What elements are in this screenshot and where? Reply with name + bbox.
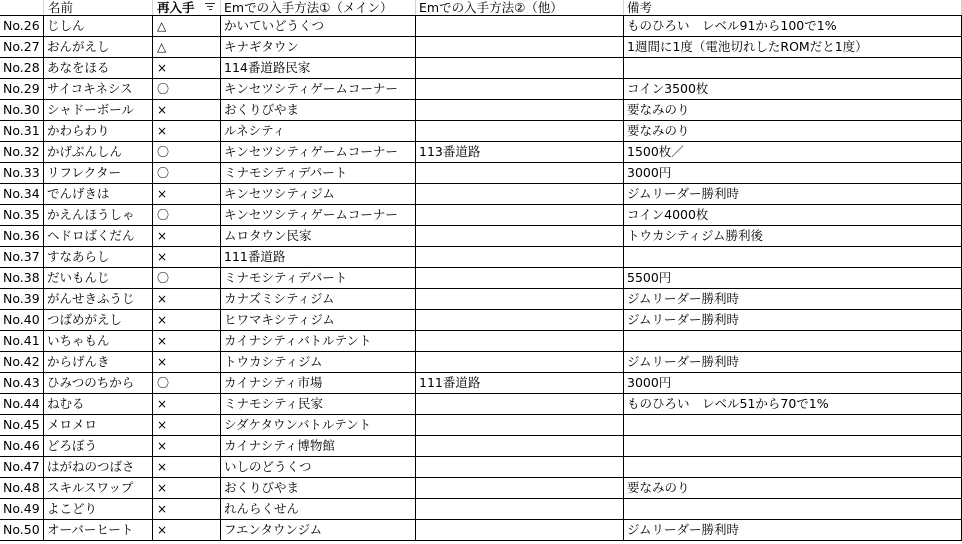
cell-method-main[interactable]: ムロタウン民家 bbox=[221, 226, 416, 246]
table-row bbox=[0, 331, 962, 352]
cell-method-other[interactable] bbox=[416, 268, 624, 288]
cell-number[interactable]: No.50 bbox=[0, 520, 44, 540]
cell-method-other[interactable] bbox=[416, 352, 624, 372]
cell-method-main[interactable]: ルネシティ bbox=[221, 121, 416, 141]
table-row bbox=[0, 226, 962, 247]
cell-reacquire[interactable]: × bbox=[153, 520, 221, 540]
cell-method-other[interactable] bbox=[416, 331, 624, 351]
table-row bbox=[0, 16, 962, 37]
header-cell-no[interactable] bbox=[0, 0, 44, 15]
cell-method-other[interactable] bbox=[416, 415, 624, 435]
cell-method-main[interactable]: おくりびやま bbox=[221, 100, 416, 120]
cell-method-other[interactable] bbox=[416, 205, 624, 225]
cell-method-main[interactable]: キンセツシティゲームコーナー bbox=[221, 79, 416, 99]
cell-method-other[interactable] bbox=[416, 121, 624, 141]
header-cell-reacquire[interactable] bbox=[153, 0, 221, 15]
cell-method-main[interactable]: カイナシティバトルテント bbox=[221, 331, 416, 351]
table-row bbox=[0, 478, 962, 499]
cell-number[interactable]: No.39 bbox=[0, 289, 44, 309]
cell-number[interactable]: No.30 bbox=[0, 100, 44, 120]
table-row bbox=[0, 184, 962, 205]
cell-name[interactable]: いちゃもん bbox=[44, 331, 153, 351]
cell-reacquire[interactable]: 〇 bbox=[153, 373, 221, 393]
cell-name[interactable]: サイコキネシス bbox=[44, 79, 153, 99]
cell-number[interactable]: No.49 bbox=[0, 499, 44, 519]
cell-notes[interactable]: ジムリーダー勝利時 bbox=[624, 520, 962, 540]
cell-notes[interactable]: 要なみのり bbox=[624, 478, 962, 498]
cell-method-other[interactable] bbox=[416, 394, 624, 414]
cell-notes[interactable] bbox=[624, 436, 962, 456]
cell-method-other[interactable] bbox=[416, 79, 624, 99]
cell-reacquire[interactable]: × bbox=[153, 247, 221, 267]
cell-reacquire[interactable]: × bbox=[153, 58, 221, 78]
table-row bbox=[0, 100, 962, 121]
cell-number[interactable]: No.38 bbox=[0, 268, 44, 288]
cell-name[interactable]: だいもんじ bbox=[44, 268, 153, 288]
cell-reacquire[interactable]: × bbox=[153, 121, 221, 141]
table-row bbox=[0, 268, 962, 289]
cell-notes[interactable]: 要なみのり bbox=[624, 121, 962, 141]
cell-method-other[interactable]: 111番道路 bbox=[416, 373, 624, 393]
table-row bbox=[0, 310, 962, 331]
cell-reacquire[interactable]: × bbox=[153, 352, 221, 372]
cell-notes[interactable]: トウカシティジム勝利後 bbox=[624, 226, 962, 246]
table-row bbox=[0, 289, 962, 310]
cell-name[interactable]: ねむる bbox=[44, 394, 153, 414]
table-row bbox=[0, 121, 962, 142]
cell-method-other[interactable] bbox=[416, 289, 624, 309]
cell-reacquire[interactable]: × bbox=[153, 394, 221, 414]
cell-notes[interactable] bbox=[624, 415, 962, 435]
cell-name[interactable]: よこどり bbox=[44, 499, 153, 519]
cell-reacquire[interactable]: 〇 bbox=[153, 79, 221, 99]
table-row bbox=[0, 373, 962, 394]
cell-method-main[interactable]: ミナモシティデパート bbox=[221, 268, 416, 288]
table-row bbox=[0, 436, 962, 457]
table-row bbox=[0, 142, 962, 163]
cell-name[interactable]: あなをほる bbox=[44, 58, 153, 78]
cell-number[interactable]: No.41 bbox=[0, 331, 44, 351]
header-cell-method-other[interactable]: Emでの入手方法②（他） bbox=[416, 0, 624, 15]
cell-number[interactable]: No.27 bbox=[0, 37, 44, 57]
cell-name[interactable]: はがねのつばさ bbox=[44, 457, 153, 477]
cell-number[interactable]: No.45 bbox=[0, 415, 44, 435]
cell-notes[interactable]: 要なみのり bbox=[624, 100, 962, 120]
cell-reacquire[interactable]: × bbox=[153, 289, 221, 309]
cell-reacquire[interactable]: 〇 bbox=[153, 205, 221, 225]
cell-notes[interactable] bbox=[624, 247, 962, 267]
cell-notes[interactable]: ものひろい レベル51から70で1% bbox=[624, 394, 962, 414]
cell-number[interactable]: No.34 bbox=[0, 184, 44, 204]
cell-reacquire[interactable]: 〇 bbox=[153, 163, 221, 183]
cell-notes[interactable]: ものひろい レベル91から100で1% bbox=[624, 16, 962, 36]
cell-reacquire[interactable]: × bbox=[153, 310, 221, 330]
table-row bbox=[0, 37, 962, 58]
table-row bbox=[0, 58, 962, 79]
cell-method-other[interactable] bbox=[416, 100, 624, 120]
cell-number[interactable]: No.32 bbox=[0, 142, 44, 162]
cell-notes[interactable]: ジムリーダー勝利時 bbox=[624, 310, 962, 330]
cell-notes[interactable]: コイン3500枚 bbox=[624, 79, 962, 99]
cell-name[interactable]: おんがえし bbox=[44, 37, 153, 57]
cell-method-other[interactable]: 113番道路 bbox=[416, 142, 624, 162]
header-cell-notes[interactable]: 備考 bbox=[624, 0, 962, 15]
cell-reacquire[interactable]: × bbox=[153, 499, 221, 519]
cell-notes[interactable] bbox=[624, 457, 962, 477]
cell-reacquire[interactable]: × bbox=[153, 415, 221, 435]
cell-reacquire[interactable]: × bbox=[153, 478, 221, 498]
cell-reacquire[interactable]: × bbox=[153, 331, 221, 351]
cell-reacquire[interactable]: 〇 bbox=[153, 268, 221, 288]
cell-method-other[interactable] bbox=[416, 226, 624, 246]
cell-name[interactable]: スキルスワップ bbox=[44, 478, 153, 498]
cell-method-main[interactable]: れんらくせん bbox=[221, 499, 416, 519]
cell-notes[interactable]: ジムリーダー勝利時 bbox=[624, 184, 962, 204]
cell-method-main[interactable]: キンセツシティゲームコーナー bbox=[221, 205, 416, 225]
cell-number[interactable]: No.35 bbox=[0, 205, 44, 225]
cell-number[interactable]: No.26 bbox=[0, 16, 44, 36]
cell-method-main[interactable]: キンセツシティゲームコーナー bbox=[221, 142, 416, 162]
cell-reacquire[interactable]: × bbox=[153, 184, 221, 204]
cell-name[interactable]: オーバーヒート bbox=[44, 520, 153, 540]
cell-method-main[interactable]: いしのどうくつ bbox=[221, 457, 416, 477]
cell-method-other[interactable] bbox=[416, 478, 624, 498]
cell-method-main[interactable]: かいていどうくつ bbox=[221, 16, 416, 36]
cell-method-other[interactable] bbox=[416, 247, 624, 267]
cell-method-main[interactable]: キンセツシティジム bbox=[221, 184, 416, 204]
cell-name[interactable]: すなあらし bbox=[44, 247, 153, 267]
cell-method-main[interactable]: カイナシティ博物館 bbox=[221, 436, 416, 456]
cell-number[interactable]: No.31 bbox=[0, 121, 44, 141]
table-row bbox=[0, 394, 962, 415]
cell-name[interactable]: リフレクター bbox=[44, 163, 153, 183]
cell-name[interactable]: かわらわり bbox=[44, 121, 153, 141]
cell-name[interactable]: でんげきは bbox=[44, 184, 153, 204]
filter-sort-icon[interactable] bbox=[205, 3, 215, 13]
cell-number[interactable]: No.33 bbox=[0, 163, 44, 183]
cell-method-other[interactable] bbox=[416, 310, 624, 330]
cell-notes[interactable] bbox=[624, 499, 962, 519]
cell-method-main[interactable]: シダケタウンバトルテント bbox=[221, 415, 416, 435]
cell-number[interactable]: No.37 bbox=[0, 247, 44, 267]
cell-number[interactable]: No.29 bbox=[0, 79, 44, 99]
cell-name[interactable]: がんせきふうじ bbox=[44, 289, 153, 309]
cell-name[interactable]: じしん bbox=[44, 16, 153, 36]
cell-notes[interactable]: ジムリーダー勝利時 bbox=[624, 352, 962, 372]
table-row bbox=[0, 352, 962, 373]
cell-name[interactable]: どろぼう bbox=[44, 436, 153, 456]
cell-method-main[interactable]: カナズミシティジム bbox=[221, 289, 416, 309]
table-body bbox=[0, 16, 962, 541]
cell-reacquire[interactable]: × bbox=[153, 436, 221, 456]
table-row bbox=[0, 247, 962, 268]
cell-number[interactable]: No.43 bbox=[0, 373, 44, 393]
cell-number[interactable]: No.40 bbox=[0, 310, 44, 330]
cell-number[interactable]: No.36 bbox=[0, 226, 44, 246]
cell-name[interactable]: シャドーボール bbox=[44, 100, 153, 120]
cell-method-other[interactable] bbox=[416, 436, 624, 456]
cell-name[interactable]: からげんき bbox=[44, 352, 153, 372]
header-cell-name[interactable]: 名前 bbox=[44, 0, 153, 15]
cell-method-other[interactable] bbox=[416, 520, 624, 540]
cell-name[interactable]: ヘドロばくだん bbox=[44, 226, 153, 246]
cell-method-main[interactable]: 111番道路 bbox=[221, 247, 416, 267]
cell-reacquire[interactable]: 〇 bbox=[153, 142, 221, 162]
cell-notes[interactable]: 1500枚／ bbox=[624, 142, 962, 162]
table-row bbox=[0, 415, 962, 436]
cell-method-other[interactable] bbox=[416, 163, 624, 183]
cell-method-other[interactable] bbox=[416, 58, 624, 78]
cell-name[interactable]: メロメロ bbox=[44, 415, 153, 435]
cell-method-other[interactable] bbox=[416, 184, 624, 204]
cell-method-other[interactable] bbox=[416, 457, 624, 477]
cell-reacquire[interactable]: △ bbox=[153, 16, 221, 36]
table-row bbox=[0, 499, 962, 520]
cell-notes[interactable]: 1週間に1度（電池切れしたROMだと1度） bbox=[624, 37, 962, 57]
cell-method-other[interactable] bbox=[416, 37, 624, 57]
cell-number[interactable]: No.47 bbox=[0, 457, 44, 477]
cell-notes[interactable] bbox=[624, 58, 962, 78]
table-row bbox=[0, 457, 962, 478]
header-reacquire-label: 再入手 bbox=[157, 0, 195, 15]
cell-method-main[interactable]: おくりびやま bbox=[221, 478, 416, 498]
cell-number[interactable]: No.42 bbox=[0, 352, 44, 372]
cell-name[interactable]: つばめがえし bbox=[44, 310, 153, 330]
cell-notes[interactable] bbox=[624, 331, 962, 351]
cell-method-other[interactable] bbox=[416, 16, 624, 36]
cell-name[interactable]: かえんほうしゃ bbox=[44, 205, 153, 225]
cell-number[interactable]: No.48 bbox=[0, 478, 44, 498]
cell-number[interactable]: No.44 bbox=[0, 394, 44, 414]
cell-method-other[interactable] bbox=[416, 499, 624, 519]
cell-reacquire[interactable]: △ bbox=[153, 37, 221, 57]
table-row bbox=[0, 205, 962, 226]
cell-notes[interactable]: 3000円 bbox=[624, 373, 962, 393]
cell-reacquire[interactable]: × bbox=[153, 100, 221, 120]
header-cell-method-main[interactable]: Emでの入手方法①（メイン） bbox=[221, 0, 416, 15]
cell-method-main[interactable]: 114番道路民家 bbox=[221, 58, 416, 78]
cell-notes[interactable]: 3000円 bbox=[624, 163, 962, 183]
table-row bbox=[0, 163, 962, 184]
cell-notes[interactable]: 5500円 bbox=[624, 268, 962, 288]
cell-method-main[interactable]: フエンタウンジム bbox=[221, 520, 416, 540]
cell-reacquire[interactable]: × bbox=[153, 457, 221, 477]
cell-number[interactable]: No.46 bbox=[0, 436, 44, 456]
cell-notes[interactable]: コイン4000枚 bbox=[624, 205, 962, 225]
cell-name[interactable]: かげぶんしん bbox=[44, 142, 153, 162]
cell-method-main[interactable]: カイナシティ市場 bbox=[221, 373, 416, 393]
table-row bbox=[0, 79, 962, 100]
cell-method-main[interactable]: トウカシティジム bbox=[221, 352, 416, 372]
cell-method-main[interactable]: ヒワマキシティジム bbox=[221, 310, 416, 330]
cell-notes[interactable]: ジムリーダー勝利時 bbox=[624, 289, 962, 309]
cell-method-main[interactable]: キナギタウン bbox=[221, 37, 416, 57]
cell-method-main[interactable]: ミナモシティ民家 bbox=[221, 394, 416, 414]
cell-reacquire[interactable]: × bbox=[153, 226, 221, 246]
cell-name[interactable]: ひみつのちから bbox=[44, 373, 153, 393]
header-row bbox=[0, 0, 962, 16]
cell-number[interactable]: No.28 bbox=[0, 58, 44, 78]
cell-method-main[interactable]: ミナモシティデパート bbox=[221, 163, 416, 183]
table-row bbox=[0, 520, 962, 541]
